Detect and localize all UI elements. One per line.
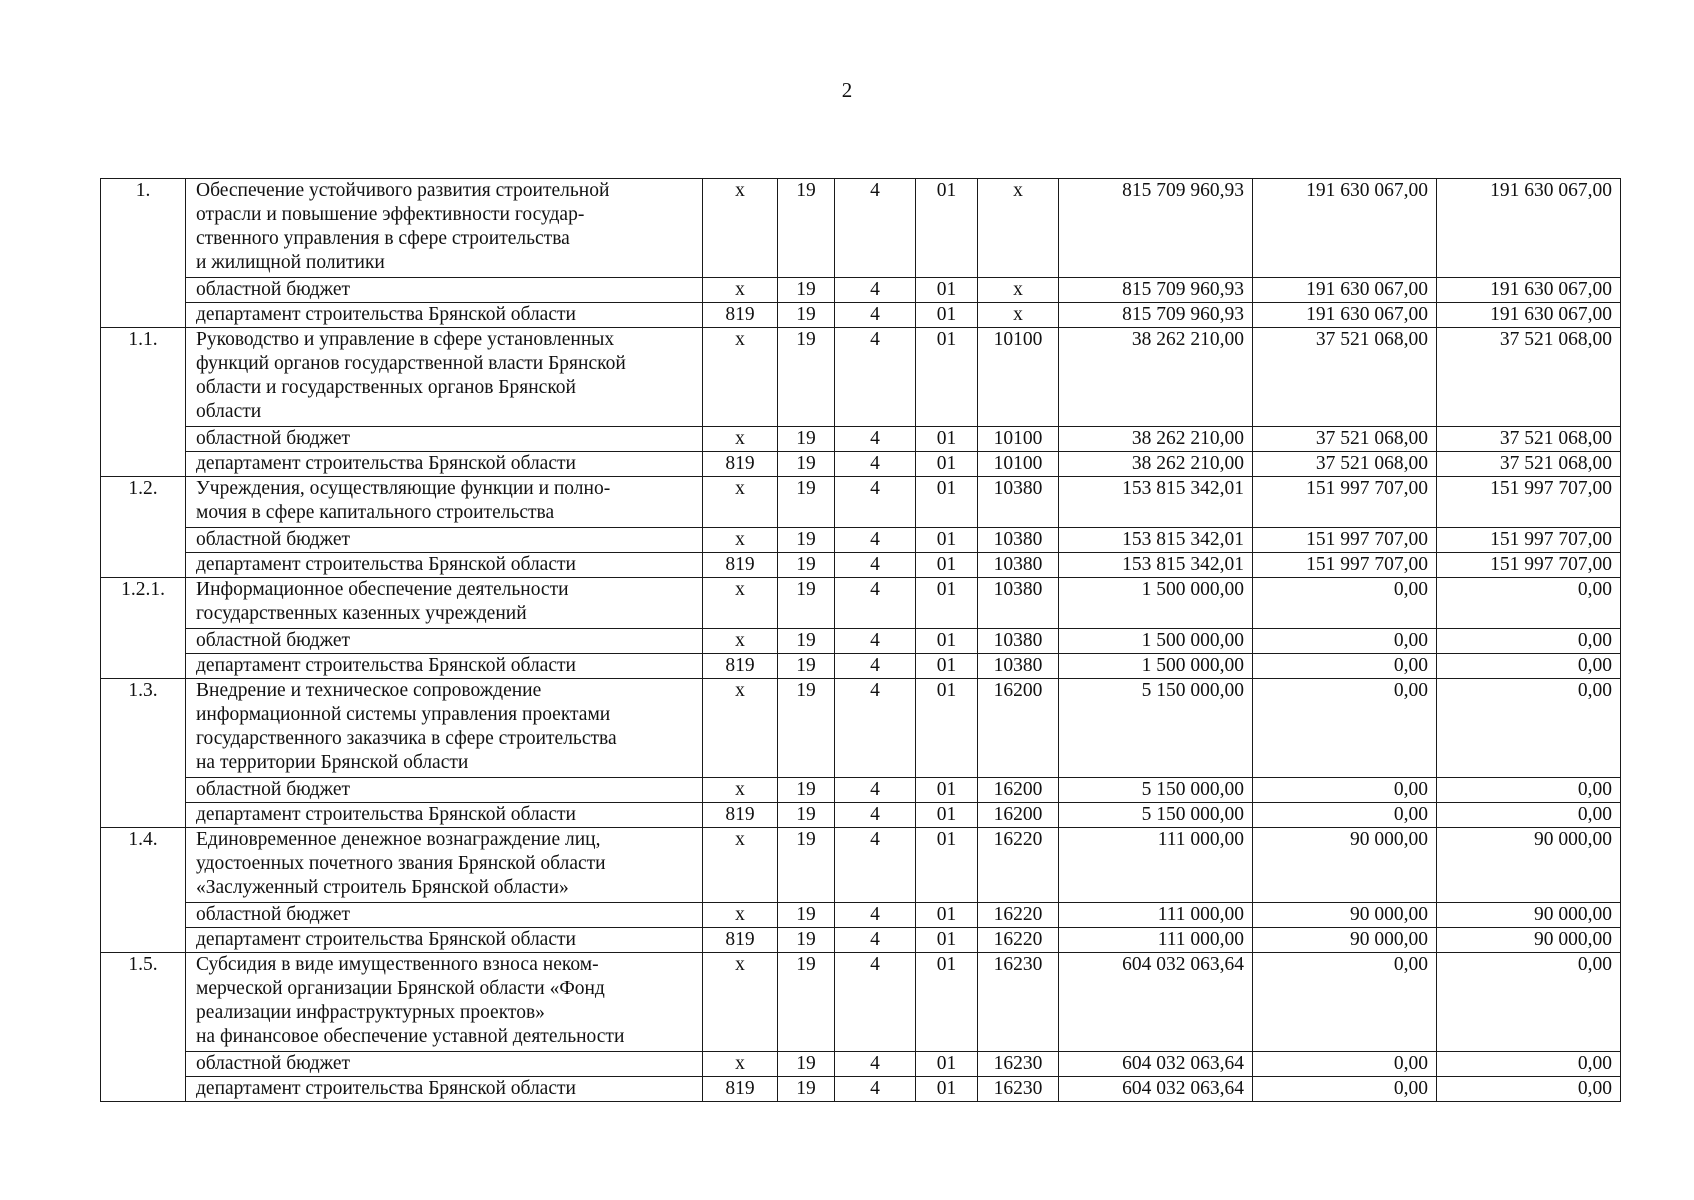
cell-amount-3: 37 521 068,00 xyxy=(1437,427,1621,452)
cell-amount-3: 191 630 067,00 xyxy=(1437,303,1621,328)
cell-amount-2: 191 630 067,00 xyxy=(1253,179,1437,278)
row-name: областной бюджет xyxy=(186,427,703,452)
cell-direction: 10380 xyxy=(978,528,1059,553)
cell-amount-1: 604 032 063,64 xyxy=(1059,1077,1253,1102)
cell-amount-1: 38 262 210,00 xyxy=(1059,328,1253,427)
cell-program: 19 xyxy=(778,828,835,903)
row-number: 1.5. xyxy=(101,953,186,1102)
cell-direction: 10380 xyxy=(978,477,1059,528)
cell-amount-2: 151 997 707,00 xyxy=(1253,528,1437,553)
cell-amount-3: 37 521 068,00 xyxy=(1437,328,1621,427)
cell-main-event: 01 xyxy=(916,1077,978,1102)
cell-program: 19 xyxy=(778,303,835,328)
cell-amount-2: 0,00 xyxy=(1253,629,1437,654)
cell-subprogram: 4 xyxy=(835,303,916,328)
row-number: 1.1. xyxy=(101,328,186,477)
cell-program: 19 xyxy=(778,953,835,1052)
cell-main-event: 01 xyxy=(916,903,978,928)
row-name: департамент строительства Брянской области xyxy=(186,452,703,477)
cell-main-event: 01 xyxy=(916,578,978,629)
cell-grbs: 819 xyxy=(703,553,778,578)
cell-program: 19 xyxy=(778,778,835,803)
cell-main-event: 01 xyxy=(916,328,978,427)
row-name: Обеспечение устойчивого развития строительной отрасли и повышение эффективности государ- ственного управления в сфере строительства и жилищной политики xyxy=(186,179,703,278)
row-name: Единовременное денежное вознаграждение лиц, удостоенных почетного звания Брянской области «Заслуженный строитель Брянской области» xyxy=(186,828,703,903)
cell-program: 19 xyxy=(778,452,835,477)
cell-amount-1: 1 500 000,00 xyxy=(1059,629,1253,654)
cell-grbs: 819 xyxy=(703,1077,778,1102)
cell-amount-3: 151 997 707,00 xyxy=(1437,553,1621,578)
cell-amount-3: 90 000,00 xyxy=(1437,903,1621,928)
cell-program: 19 xyxy=(778,903,835,928)
cell-main-event: 01 xyxy=(916,303,978,328)
cell-direction: 16200 xyxy=(978,778,1059,803)
cell-subprogram: 4 xyxy=(835,654,916,679)
cell-main-event: 01 xyxy=(916,427,978,452)
cell-amount-1: 153 815 342,01 xyxy=(1059,553,1253,578)
cell-main-event: 01 xyxy=(916,278,978,303)
cell-subprogram: 4 xyxy=(835,278,916,303)
cell-program: 19 xyxy=(778,928,835,953)
cell-amount-1: 5 150 000,00 xyxy=(1059,679,1253,778)
cell-amount-3: 191 630 067,00 xyxy=(1437,179,1621,278)
cell-direction: х xyxy=(978,278,1059,303)
row-number: 1.2. xyxy=(101,477,186,578)
cell-amount-3: 0,00 xyxy=(1437,1052,1621,1077)
cell-subprogram: 4 xyxy=(835,553,916,578)
cell-main-event: 01 xyxy=(916,654,978,679)
cell-main-event: 01 xyxy=(916,553,978,578)
cell-direction: 10380 xyxy=(978,578,1059,629)
cell-amount-1: 604 032 063,64 xyxy=(1059,953,1253,1052)
cell-grbs: х xyxy=(703,477,778,528)
cell-amount-1: 111 000,00 xyxy=(1059,828,1253,903)
cell-amount-2: 37 521 068,00 xyxy=(1253,328,1437,427)
cell-subprogram: 4 xyxy=(835,803,916,828)
cell-direction: 16230 xyxy=(978,953,1059,1052)
cell-grbs: х xyxy=(703,328,778,427)
cell-amount-3: 0,00 xyxy=(1437,629,1621,654)
cell-main-event: 01 xyxy=(916,477,978,528)
table-row xyxy=(101,179,1621,278)
cell-subprogram: 4 xyxy=(835,903,916,928)
table-row xyxy=(101,303,1621,328)
cell-main-event: 01 xyxy=(916,928,978,953)
cell-amount-2: 0,00 xyxy=(1253,679,1437,778)
cell-amount-3: 0,00 xyxy=(1437,953,1621,1052)
table-row xyxy=(101,1077,1621,1102)
row-name: областной бюджет xyxy=(186,629,703,654)
cell-subprogram: 4 xyxy=(835,578,916,629)
row-name: департамент строительства Брянской области xyxy=(186,553,703,578)
cell-amount-1: 153 815 342,01 xyxy=(1059,477,1253,528)
cell-amount-2: 0,00 xyxy=(1253,953,1437,1052)
cell-grbs: 819 xyxy=(703,303,778,328)
cell-direction: х xyxy=(978,303,1059,328)
cell-direction: 16230 xyxy=(978,1052,1059,1077)
cell-amount-1: 5 150 000,00 xyxy=(1059,778,1253,803)
cell-subprogram: 4 xyxy=(835,1077,916,1102)
table-row xyxy=(101,477,1621,528)
cell-direction: 10100 xyxy=(978,328,1059,427)
cell-main-event: 01 xyxy=(916,679,978,778)
cell-amount-2: 90 000,00 xyxy=(1253,928,1437,953)
cell-grbs: х xyxy=(703,778,778,803)
cell-amount-3: 0,00 xyxy=(1437,679,1621,778)
cell-amount-1: 38 262 210,00 xyxy=(1059,427,1253,452)
cell-amount-2: 0,00 xyxy=(1253,778,1437,803)
cell-grbs: х xyxy=(703,679,778,778)
row-name: Информационное обеспечение деятельности государственных казенных учреждений xyxy=(186,578,703,629)
cell-program: 19 xyxy=(778,278,835,303)
cell-amount-2: 0,00 xyxy=(1253,803,1437,828)
cell-amount-2: 37 521 068,00 xyxy=(1253,452,1437,477)
cell-main-event: 01 xyxy=(916,803,978,828)
table-row xyxy=(101,928,1621,953)
cell-direction: 16230 xyxy=(978,1077,1059,1102)
cell-direction: 16220 xyxy=(978,903,1059,928)
cell-direction: 16220 xyxy=(978,828,1059,903)
cell-grbs: х xyxy=(703,179,778,278)
cell-grbs: х xyxy=(703,427,778,452)
table-row xyxy=(101,452,1621,477)
cell-main-event: 01 xyxy=(916,1052,978,1077)
cell-subprogram: 4 xyxy=(835,477,916,528)
table-row xyxy=(101,778,1621,803)
table-row xyxy=(101,903,1621,928)
table-row xyxy=(101,803,1621,828)
cell-amount-3: 90 000,00 xyxy=(1437,928,1621,953)
row-name: департамент строительства Брянской области xyxy=(186,654,703,679)
cell-subprogram: 4 xyxy=(835,528,916,553)
budget-table xyxy=(100,178,1621,1102)
cell-amount-1: 1 500 000,00 xyxy=(1059,578,1253,629)
row-name: Учреждения, осуществляющие функции и полно- мочия в сфере капитального строительства xyxy=(186,477,703,528)
cell-direction: 16200 xyxy=(978,803,1059,828)
cell-grbs: 819 xyxy=(703,803,778,828)
cell-amount-1: 5 150 000,00 xyxy=(1059,803,1253,828)
table-row xyxy=(101,528,1621,553)
table-row xyxy=(101,427,1621,452)
cell-direction: 10100 xyxy=(978,452,1059,477)
row-name: областной бюджет xyxy=(186,278,703,303)
cell-grbs: х xyxy=(703,278,778,303)
cell-program: 19 xyxy=(778,654,835,679)
cell-subprogram: 4 xyxy=(835,679,916,778)
row-number: 1.2.1. xyxy=(101,578,186,679)
cell-main-event: 01 xyxy=(916,953,978,1052)
cell-amount-3: 90 000,00 xyxy=(1437,828,1621,903)
row-name: Внедрение и техническое сопровождение информационной системы управления проектами государственного заказчика в сфере строительства на территории Брянской области xyxy=(186,679,703,778)
cell-direction: 16200 xyxy=(978,679,1059,778)
cell-amount-1: 153 815 342,01 xyxy=(1059,528,1253,553)
cell-subprogram: 4 xyxy=(835,179,916,278)
table-row xyxy=(101,578,1621,629)
cell-amount-3: 37 521 068,00 xyxy=(1437,452,1621,477)
cell-main-event: 01 xyxy=(916,778,978,803)
cell-main-event: 01 xyxy=(916,629,978,654)
cell-subprogram: 4 xyxy=(835,427,916,452)
row-number: 1.3. xyxy=(101,679,186,828)
cell-grbs: 819 xyxy=(703,654,778,679)
cell-program: 19 xyxy=(778,1077,835,1102)
cell-subprogram: 4 xyxy=(835,1052,916,1077)
cell-program: 19 xyxy=(778,528,835,553)
cell-amount-2: 191 630 067,00 xyxy=(1253,303,1437,328)
cell-grbs: 819 xyxy=(703,452,778,477)
row-name: областной бюджет xyxy=(186,778,703,803)
cell-direction: 10100 xyxy=(978,427,1059,452)
cell-grbs: х xyxy=(703,629,778,654)
cell-amount-2: 0,00 xyxy=(1253,578,1437,629)
cell-amount-1: 815 709 960,93 xyxy=(1059,179,1253,278)
cell-amount-1: 111 000,00 xyxy=(1059,928,1253,953)
cell-subprogram: 4 xyxy=(835,629,916,654)
table-row xyxy=(101,828,1621,903)
row-number: 1. xyxy=(101,179,186,328)
row-name: департамент строительства Брянской области xyxy=(186,803,703,828)
table-row xyxy=(101,1052,1621,1077)
cell-main-event: 01 xyxy=(916,528,978,553)
row-name: областной бюджет xyxy=(186,528,703,553)
cell-grbs: х xyxy=(703,578,778,629)
table-row xyxy=(101,328,1621,427)
cell-subprogram: 4 xyxy=(835,828,916,903)
cell-amount-2: 0,00 xyxy=(1253,654,1437,679)
cell-amount-3: 151 997 707,00 xyxy=(1437,528,1621,553)
cell-subprogram: 4 xyxy=(835,928,916,953)
table-row xyxy=(101,654,1621,679)
cell-amount-1: 1 500 000,00 xyxy=(1059,654,1253,679)
cell-main-event: 01 xyxy=(916,452,978,477)
cell-subprogram: 4 xyxy=(835,452,916,477)
cell-program: 19 xyxy=(778,1052,835,1077)
cell-direction: 10380 xyxy=(978,654,1059,679)
cell-subprogram: 4 xyxy=(835,328,916,427)
cell-amount-2: 90 000,00 xyxy=(1253,903,1437,928)
cell-amount-3: 151 997 707,00 xyxy=(1437,477,1621,528)
cell-grbs: х xyxy=(703,828,778,903)
cell-amount-3: 0,00 xyxy=(1437,803,1621,828)
row-name: областной бюджет xyxy=(186,903,703,928)
cell-amount-1: 815 709 960,93 xyxy=(1059,278,1253,303)
cell-main-event: 01 xyxy=(916,179,978,278)
cell-amount-2: 0,00 xyxy=(1253,1077,1437,1102)
cell-amount-2: 151 997 707,00 xyxy=(1253,477,1437,528)
cell-amount-1: 815 709 960,93 xyxy=(1059,303,1253,328)
cell-program: 19 xyxy=(778,477,835,528)
cell-amount-2: 37 521 068,00 xyxy=(1253,427,1437,452)
cell-amount-1: 111 000,00 xyxy=(1059,903,1253,928)
cell-program: 19 xyxy=(778,803,835,828)
table-row xyxy=(101,679,1621,778)
row-name: Субсидия в виде имущественного взноса неком- мерческой организации Брянской области «Фонд реализации инфраструктурных проектов» на финансовое обеспечение уставной деятельности xyxy=(186,953,703,1052)
table-row xyxy=(101,629,1621,654)
cell-grbs: х xyxy=(703,903,778,928)
cell-subprogram: 4 xyxy=(835,778,916,803)
cell-amount-2: 191 630 067,00 xyxy=(1253,278,1437,303)
cell-amount-2: 90 000,00 xyxy=(1253,828,1437,903)
cell-direction: 16220 xyxy=(978,928,1059,953)
row-number: 1.4. xyxy=(101,828,186,953)
cell-direction: 10380 xyxy=(978,629,1059,654)
cell-program: 19 xyxy=(778,328,835,427)
cell-grbs: 819 xyxy=(703,928,778,953)
table-body xyxy=(101,179,1621,1102)
table-row xyxy=(101,553,1621,578)
cell-amount-3: 0,00 xyxy=(1437,778,1621,803)
cell-program: 19 xyxy=(778,553,835,578)
row-name: департамент строительства Брянской области xyxy=(186,928,703,953)
row-name: областной бюджет xyxy=(186,1052,703,1077)
cell-amount-3: 0,00 xyxy=(1437,1077,1621,1102)
cell-program: 19 xyxy=(778,629,835,654)
table-row xyxy=(101,953,1621,1052)
cell-amount-2: 151 997 707,00 xyxy=(1253,553,1437,578)
cell-amount-3: 0,00 xyxy=(1437,578,1621,629)
cell-amount-2: 0,00 xyxy=(1253,1052,1437,1077)
cell-program: 19 xyxy=(778,578,835,629)
table-row xyxy=(101,278,1621,303)
cell-program: 19 xyxy=(778,427,835,452)
row-name: Руководство и управление в сфере установленных функций органов государственной власти Брянской области и государственных органов Брянской области xyxy=(186,328,703,427)
cell-grbs: х xyxy=(703,953,778,1052)
cell-amount-3: 191 630 067,00 xyxy=(1437,278,1621,303)
row-name: департамент строительства Брянской области xyxy=(186,1077,703,1102)
cell-direction: 10380 xyxy=(978,553,1059,578)
cell-amount-1: 38 262 210,00 xyxy=(1059,452,1253,477)
cell-amount-3: 0,00 xyxy=(1437,654,1621,679)
cell-program: 19 xyxy=(778,679,835,778)
cell-amount-1: 604 032 063,64 xyxy=(1059,1052,1253,1077)
cell-direction: х xyxy=(978,179,1059,278)
cell-main-event: 01 xyxy=(916,828,978,903)
cell-grbs: х xyxy=(703,1052,778,1077)
row-name: департамент строительства Брянской области xyxy=(186,303,703,328)
cell-subprogram: 4 xyxy=(835,953,916,1052)
cell-grbs: х xyxy=(703,528,778,553)
cell-program: 19 xyxy=(778,179,835,278)
page-number: 2 xyxy=(841,78,853,102)
